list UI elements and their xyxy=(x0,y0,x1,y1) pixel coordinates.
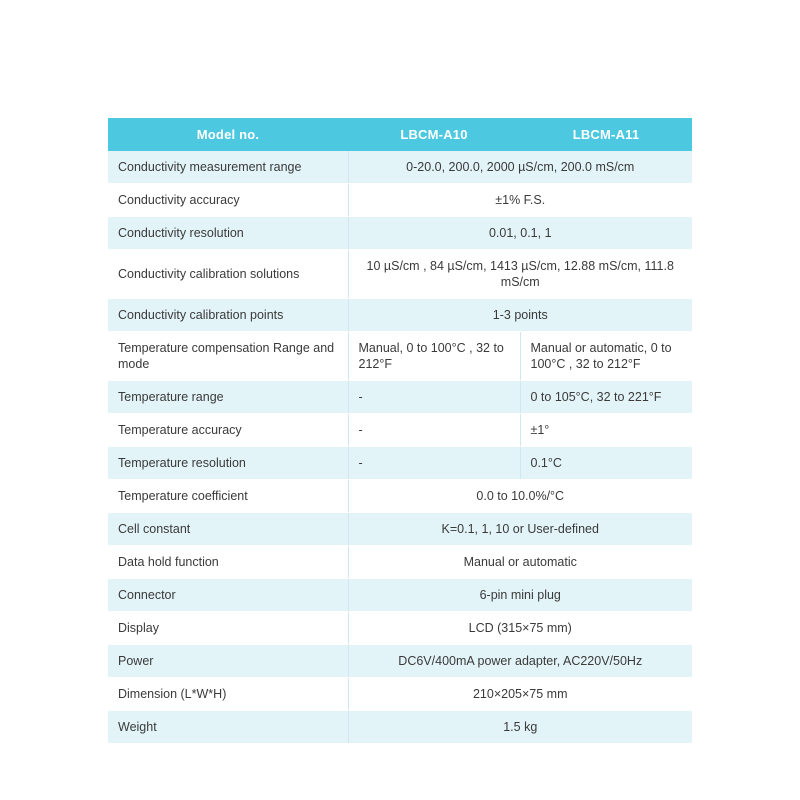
table-row xyxy=(108,217,692,250)
row-value-both-models: 0-20.0, 200.0, 2000 µS/cm, 200.0 mS/cm xyxy=(348,151,692,184)
column-header-model: Model no. xyxy=(108,118,348,151)
row-label: Conductivity calibration solutions xyxy=(108,250,348,299)
table-row xyxy=(108,513,692,546)
row-label: Temperature accuracy xyxy=(108,414,348,447)
row-label: Temperature compensation Range and mode xyxy=(108,332,348,381)
row-value-both-models: K=0.1, 1, 10 or User-defined xyxy=(348,513,692,546)
row-label: Conductivity accuracy xyxy=(108,184,348,217)
row-label: Conductivity resolution xyxy=(108,217,348,250)
table-row xyxy=(108,414,692,447)
row-value-both-models: ±1% F.S. xyxy=(348,184,692,217)
table-row xyxy=(108,678,692,711)
table-header xyxy=(108,118,692,151)
row-label: Cell constant xyxy=(108,513,348,546)
row-label: Conductivity measurement range xyxy=(108,151,348,184)
table-row xyxy=(108,250,692,299)
row-value-both-models: 210×205×75 mm xyxy=(348,678,692,711)
column-header-lbcm-a11: LBCM-A11 xyxy=(520,118,692,151)
specifications-table xyxy=(108,118,692,743)
row-label: Power xyxy=(108,645,348,678)
table-row xyxy=(108,546,692,579)
table-row xyxy=(108,645,692,678)
row-label: Data hold function xyxy=(108,546,348,579)
row-value-both-models: DC6V/400mA power adapter, AC220V/50Hz xyxy=(348,645,692,678)
row-value-both-models: 10 µS/cm , 84 µS/cm, 1413 µS/cm, 12.88 mS/cm, 111.8 mS/cm xyxy=(348,250,692,299)
row-value-lbcm-a11: 0.1°C xyxy=(520,447,692,480)
table-row xyxy=(108,184,692,217)
row-label: Connector xyxy=(108,579,348,612)
row-label: Temperature coefficient xyxy=(108,480,348,513)
table-row xyxy=(108,711,692,744)
row-value-both-models: 0.01, 0.1, 1 xyxy=(348,217,692,250)
row-value-both-models: 6-pin mini plug xyxy=(348,579,692,612)
row-value-lbcm-a11: 0 to 105°C, 32 to 221°F xyxy=(520,381,692,414)
row-value-lbcm-a10: - xyxy=(348,381,520,414)
row-label: Display xyxy=(108,612,348,645)
row-value-lbcm-a11: ±1° xyxy=(520,414,692,447)
table-row xyxy=(108,612,692,645)
row-label: Temperature resolution xyxy=(108,447,348,480)
table-row xyxy=(108,151,692,184)
row-value-lbcm-a10: - xyxy=(348,414,520,447)
row-label: Temperature range xyxy=(108,381,348,414)
table-row xyxy=(108,579,692,612)
table-row xyxy=(108,480,692,513)
row-label: Conductivity calibration points xyxy=(108,299,348,332)
row-label: Dimension (L*W*H) xyxy=(108,678,348,711)
row-value-both-models: Manual or automatic xyxy=(348,546,692,579)
table-row xyxy=(108,299,692,332)
table-row xyxy=(108,332,692,381)
row-value-both-models: LCD (315×75 mm) xyxy=(348,612,692,645)
table-header-row xyxy=(108,118,692,151)
row-value-lbcm-a10: - xyxy=(348,447,520,480)
table-row xyxy=(108,381,692,414)
row-value-both-models: 1.5 kg xyxy=(348,711,692,744)
column-header-lbcm-a10: LBCM-A10 xyxy=(348,118,520,151)
table-row xyxy=(108,447,692,480)
row-value-both-models: 1-3 points xyxy=(348,299,692,332)
row-value-both-models: 0.0 to 10.0%/°C xyxy=(348,480,692,513)
table-body xyxy=(108,151,692,743)
row-label: Weight xyxy=(108,711,348,744)
row-value-lbcm-a11: Manual or automatic, 0 to 100°C , 32 to 212°F xyxy=(520,332,692,381)
row-value-lbcm-a10: Manual, 0 to 100°C , 32 to 212°F xyxy=(348,332,520,381)
